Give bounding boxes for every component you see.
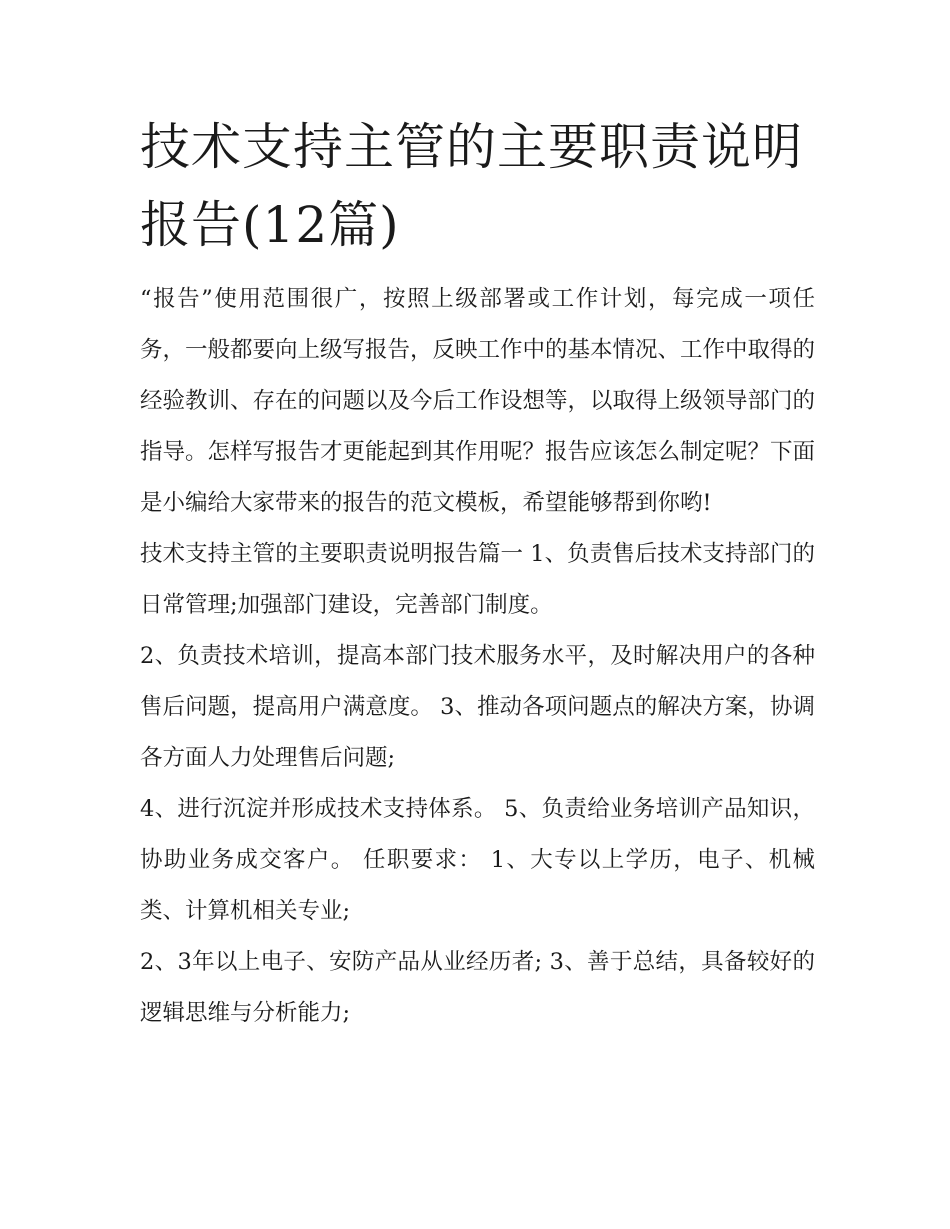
body-paragraph-3: 4、进行沉淀并形成技术支持体系。 5、负责给业务培训产品知识，协助业务成交客户。 任职要求： 1、大专以上学历，电子、机械类、计算机相关专业; — [140, 796, 815, 924]
body-paragraph-2: 2、负责技术培训，提高本部门技术服务水平，及时解决用户的各种售后问题，提高用户满意度。 3、推动各项问题点的解决方案，协调各方面人力处理售后问题; — [140, 643, 815, 771]
intro-paragraph: “报告”使用范围很广，按照上级部署或工作计划，每完成一项任务，一般都要向上级写报告，反映工作中的基本情况、工作中取得的经验教训、存在的问题以及今后工作设想等，以取得上级领导部门的指导。怎样写报告才更能起到其作用呢？报告应该怎么制定呢？下面是小编给大家带来的报告的范文模板，希望能够帮到你哟! — [140, 286, 816, 516]
body-paragraph-1: 技术支持主管的主要职责说明报告篇一 1、负责售后技术支持部门的日常管理;加强部门建设，完善部门制度。 — [140, 541, 815, 618]
body-paragraph-4: 2、3年以上电子、安防产品从业经历者; 3、善于总结，具备较好的逻辑思维与分析能力; — [140, 949, 815, 1026]
document-page — [140, 108, 815, 1039]
document-title: 技术支持主管的主要职责说明报告(12篇) — [140, 118, 803, 254]
